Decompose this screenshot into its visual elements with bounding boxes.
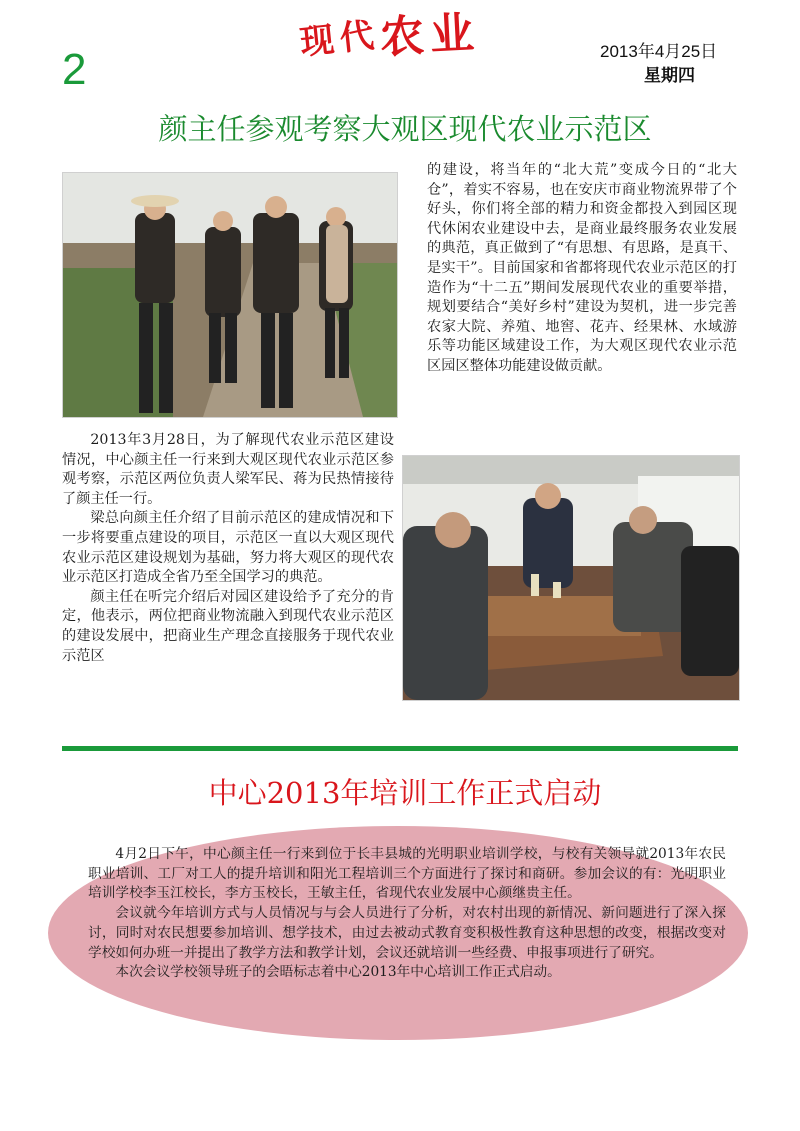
weekday-text: 星期四	[644, 66, 695, 85]
article2-paragraph: 会议就今年培训方式与人员情况与与会人员进行了分析，对农村出现的新情况、新问题进行了深入探讨，同时对农民想要参加培训、想学技术，由过去被动式教育变积极性教育这种思想的改变，根据改变对学校如何办班一并提出了教学方法和教学计划，会议还就培训一些经费、申报事项进行了研究。	[88, 905, 726, 961]
section-divider	[62, 746, 738, 751]
article1-paragraph: 梁总向颜主任介绍了目前示范区的建成情况和下一步将要重点建设的项目，示范区一直以大观区现代农业示范区建设规划为基础，努力将大观区的现代农业示范区打造成全省乃至全国学习的典范。	[62, 510, 394, 586]
article2-body	[88, 845, 726, 983]
page-number: 2	[62, 45, 87, 94]
article1-paragraph: 2013年3月28日，为了解现代农业示范区建设情况，中心颜主任一行来到大观区现代农业示范区参观考察，示范区两位负责人梁军民、蒋为民热情接待了颜主任一行。	[62, 432, 394, 507]
issue-date	[600, 40, 717, 88]
article1-paragraph: 颜主任在听完介绍后对园区建设给予了充分的肯定，他表示，两位把商业物流融入到现代农业示范区的建设发展中，把商业生产理念直接服务于现代农业示范区	[62, 588, 394, 664]
meeting-room-photo	[402, 455, 740, 701]
date-text: 2013年4月25日	[600, 42, 718, 61]
field-visit-photo	[62, 172, 398, 418]
article1-paragraph-continued: 的建设，将当年的“北大荒”变成今日的“北大仓”，着实不容易，也在安庆市商业物流界带了个好头，你们将全部的精力和资金都投入到园区现代休闲农业建设中去，是商业最终服务农业发展的典范，真正做到了“有思想、有思路，是真干、是实干”。目前国家和省都将现代农业示范区的打造作为“十二五”期间发展现代农业的重要举措，规划要结合“美好乡村”建设为契机，进一步完善农家大院、养殖、地窖、花卉、经果林、水域游乐等功能区域建设工作，为大观区现代农业示范区园区整体功能建设做贡献。	[427, 162, 737, 374]
masthead-part1: 现代	[298, 14, 382, 64]
masthead-title	[298, 7, 482, 64]
article1-right-column	[427, 161, 737, 377]
article2-title: 中心2013年培训工作正式启动	[208, 776, 602, 810]
article1-title: 颜主任参观考察大观区现代农业示范区	[158, 112, 652, 146]
article2-paragraph: 4月2日下午，中心颜主任一行来到位于长丰县城的光明职业培训学校，与校有关领导就2013年农民职业培训、工厂对工人的提升培训和阳光工程培训三个方面进行了探讨和商研。参加会议的有：光明职业培训学校李玉江校长，李方玉校长，王敏主任，省现代农业发展中心颜继贵主任。	[88, 846, 726, 902]
masthead-part2: 农业	[378, 7, 482, 64]
article2-paragraph: 本次会议学校领导班子的会晤标志着中心2013年中心培训工作正式启动。	[115, 964, 561, 981]
article1-left-column	[62, 431, 394, 666]
